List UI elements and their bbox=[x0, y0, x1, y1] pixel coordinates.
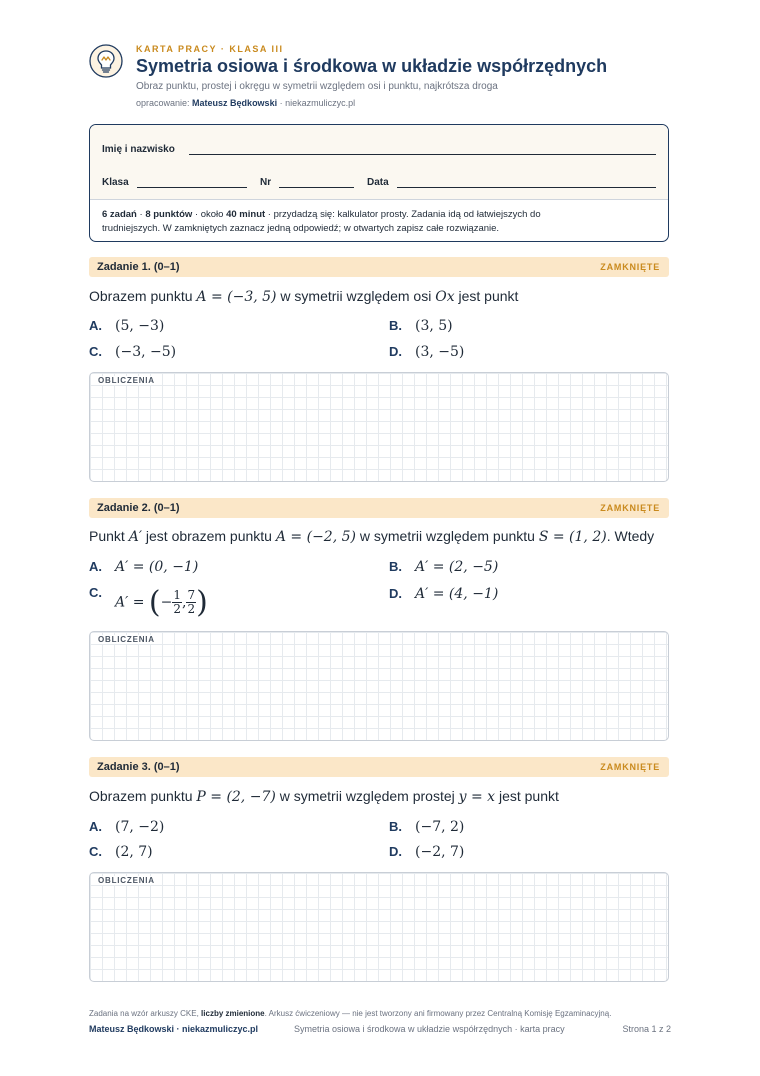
fraction-numerator: 1 bbox=[173, 588, 182, 602]
math-expression: y = x bbox=[458, 789, 496, 805]
answer-letter: C. bbox=[89, 344, 102, 359]
author-line bbox=[136, 98, 355, 108]
calculation-area[interactable] bbox=[89, 372, 669, 482]
answer-option-a[interactable] bbox=[89, 558, 198, 575]
author-prefix: opracowanie: bbox=[136, 98, 193, 108]
answer-text: (−7, 2) bbox=[415, 819, 465, 835]
instructions-line1: · przydadzą się: kalkulator prosty. Zadania idą od łatwiejszych do bbox=[265, 209, 541, 220]
fraction-numerator: 7 bbox=[187, 588, 196, 602]
math-expression: A = (−2, 5) bbox=[275, 529, 356, 545]
task-question bbox=[89, 788, 559, 805]
disclaimer-text: . Arkusz ćwiczeniowy — nie jest tworzony ani firmowany przez Centralną Komisję Egzaminacyjną. bbox=[264, 1009, 612, 1018]
footer-author: Mateusz Będkowski · niekazmuliczyc.pl bbox=[89, 1024, 259, 1034]
question-text: jest punkt bbox=[495, 788, 559, 804]
page-title: Symetria osiowa i środkowa w układzie współrzędnych bbox=[136, 56, 608, 76]
task-header bbox=[89, 257, 669, 277]
answer-letter: B. bbox=[389, 819, 402, 834]
answer-text: (7, −2) bbox=[115, 819, 165, 835]
answer-letter: A. bbox=[89, 819, 102, 834]
left-paren: ( bbox=[148, 585, 161, 620]
minus-sign: − bbox=[160, 594, 173, 611]
answer-text: (2, 7) bbox=[115, 844, 153, 860]
answer-letter: A. bbox=[89, 559, 102, 574]
task-type-badge: ZAMKNIĘTE bbox=[600, 503, 660, 513]
footer-title: Symetria osiowa i środkowa w układzie współrzędnych · karta pracy bbox=[294, 1024, 565, 1034]
worksheet-header bbox=[89, 40, 689, 120]
answer-letter: A. bbox=[89, 318, 102, 333]
question-text: jest punkt bbox=[454, 288, 519, 304]
points-count: 8 punktów bbox=[145, 209, 193, 220]
question-text: Obrazem punktu bbox=[89, 288, 197, 304]
answer-text: (5, −3) bbox=[115, 318, 165, 334]
task-header bbox=[89, 757, 669, 777]
answer-text: (3, −5) bbox=[415, 344, 465, 360]
author-name: Mateusz Będkowski bbox=[192, 98, 278, 108]
author-suffix: · niekazmuliczyc.pl bbox=[277, 98, 356, 108]
answer-text: A′ = (2, −5) bbox=[415, 559, 499, 575]
answer-text: (3, 5) bbox=[415, 318, 453, 334]
class-label: Klasa bbox=[102, 177, 129, 188]
question-text: . Wtedy bbox=[606, 528, 655, 544]
answer-letter: D. bbox=[389, 844, 402, 859]
question-text: w symetrii względem osi bbox=[276, 288, 436, 304]
calculation-label: OBLICZENIA bbox=[98, 635, 155, 644]
task-question bbox=[89, 288, 518, 305]
instructions-text: 6 zadań · 8 punktów · około 40 minut · przydadzą się: kalkulator prosty. Zadania idą od łatwiejszych do trudniejszych. W zamkniętych zaznacz jedną odpowiedź; w otwartych zapisz całe rozwiązanie. bbox=[102, 209, 541, 234]
answer-option-b[interactable] bbox=[389, 558, 498, 575]
time-value: 40 minut bbox=[226, 209, 266, 220]
answer-option-b[interactable] bbox=[389, 317, 453, 334]
task-header bbox=[89, 498, 669, 518]
answer-option-a[interactable] bbox=[89, 818, 164, 835]
date-field[interactable] bbox=[397, 187, 656, 188]
calculation-area[interactable] bbox=[89, 872, 669, 982]
answer-text: (−3, −5) bbox=[115, 344, 177, 360]
fraction-denominator: 2 bbox=[173, 602, 182, 616]
page-subtitle: Obraz punktu, prostej i okręgu w symetrii względem osi i punktu, najkrótsza droga bbox=[136, 81, 498, 92]
disclaimer-text: Zadania na wzór arkuszy CKE, bbox=[89, 1009, 202, 1018]
task-title: Zadanie 3. (0–1) bbox=[97, 761, 180, 773]
disclaimer-bold: liczby zmienione bbox=[201, 1009, 265, 1018]
answer-text: A′ = (4, −1) bbox=[415, 586, 499, 602]
answer-text: A′ = bbox=[115, 594, 149, 611]
name-field[interactable] bbox=[189, 154, 656, 155]
date-label: Data bbox=[367, 177, 389, 188]
answer-option-d[interactable] bbox=[389, 843, 464, 860]
answer-option-c[interactable] bbox=[89, 585, 208, 620]
answer-letter: C. bbox=[89, 585, 102, 600]
fraction bbox=[172, 589, 182, 616]
answer-option-d[interactable] bbox=[389, 585, 498, 602]
page-number: Strona 1 z 2 bbox=[622, 1024, 671, 1034]
math-expression: A = (−3, 5) bbox=[196, 289, 277, 305]
answer-letter: B. bbox=[389, 559, 402, 574]
worksheet-kicker: KARTA PRACY · KLASA III bbox=[136, 44, 284, 54]
task-type-badge: ZAMKNIĘTE bbox=[600, 262, 660, 272]
task-question bbox=[89, 528, 654, 545]
class-field[interactable] bbox=[137, 187, 247, 188]
task-title: Zadanie 1. (0–1) bbox=[97, 261, 180, 273]
calculation-label: OBLICZENIA bbox=[98, 376, 155, 385]
comma: , bbox=[182, 594, 187, 611]
calculation-label: OBLICZENIA bbox=[98, 876, 155, 885]
question-text: w symetrii względem prostej bbox=[275, 788, 459, 804]
answer-letter: D. bbox=[389, 344, 402, 359]
footer-disclaimer bbox=[89, 1009, 611, 1018]
math-expression: A′ bbox=[128, 529, 142, 545]
answer-option-c[interactable] bbox=[89, 343, 176, 360]
lightbulb-icon bbox=[89, 44, 123, 78]
tasks-count: 6 zadań bbox=[102, 209, 137, 220]
answer-option-c[interactable] bbox=[89, 843, 153, 860]
nr-field[interactable] bbox=[279, 187, 354, 188]
instructions-line2: trudniejszych. W zamkniętych zaznacz jedną odpowiedź; w otwartych zapisz całe rozwiązanie. bbox=[102, 223, 500, 234]
fraction-denominator: 2 bbox=[187, 602, 196, 616]
question-text: w symetrii względem punktu bbox=[355, 528, 539, 544]
answer-option-d[interactable] bbox=[389, 343, 464, 360]
math-expression: S = (1, 2) bbox=[538, 529, 607, 545]
math-expression: Ox bbox=[435, 289, 455, 305]
time-prefix: · około bbox=[192, 209, 227, 220]
answer-letter: C. bbox=[89, 844, 102, 859]
calculation-area[interactable] bbox=[89, 631, 669, 741]
right-paren: ) bbox=[196, 585, 208, 620]
question-text: Punkt bbox=[89, 528, 129, 544]
task-title: Zadanie 2. (0–1) bbox=[97, 502, 180, 514]
student-info-box bbox=[89, 124, 669, 242]
fraction bbox=[186, 589, 196, 616]
name-label: Imię i nazwisko bbox=[102, 144, 175, 155]
nr-label: Nr bbox=[260, 177, 272, 188]
answer-text: A′ = (0, −1) bbox=[115, 559, 199, 575]
answer-text: (−2, 7) bbox=[415, 844, 465, 860]
answer-letter: B. bbox=[389, 318, 402, 333]
question-text: Obrazem punktu bbox=[89, 788, 197, 804]
answer-option-b[interactable] bbox=[389, 818, 464, 835]
question-text: jest obrazem punktu bbox=[142, 528, 276, 544]
answer-letter: D. bbox=[389, 586, 402, 601]
math-expression: P = (2, −7) bbox=[196, 789, 276, 805]
student-fields bbox=[90, 125, 668, 200]
answer-option-a[interactable] bbox=[89, 317, 164, 334]
task-type-badge: ZAMKNIĘTE bbox=[600, 762, 660, 772]
